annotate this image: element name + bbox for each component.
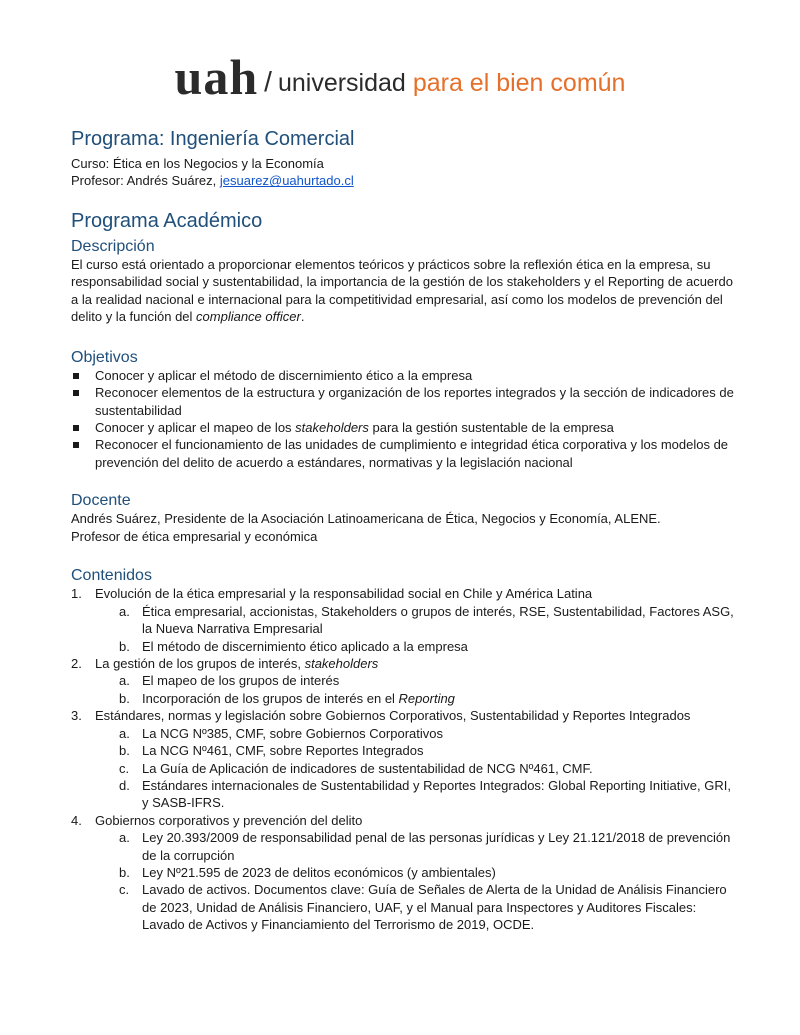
professor-email-link[interactable]: jesuarez@uahurtado.cl — [219, 173, 354, 189]
logo-tagline-university: universidad — [277, 69, 406, 97]
academic-program-title: Programa Académico — [71, 209, 263, 232]
unit-number: 4. — [71, 812, 82, 828]
content-subitem — [95, 725, 741, 742]
objective-text-emphasis: stakeholders — [295, 420, 369, 436]
unit-title: La gestión de los grupos de interés, — [95, 656, 305, 672]
subitem-letter: d. — [119, 777, 130, 793]
subitem-text: Ley Nº21.595 de 2023 de delitos económicos (y ambientales) — [142, 864, 496, 880]
logo-mark: uah — [174, 49, 259, 105]
objective-item — [71, 367, 741, 384]
objective-item — [71, 384, 741, 419]
subitem-letter: b. — [119, 743, 130, 759]
description-text-main: El curso está orientado a proporcionar elementos teóricos y prácticos sobre la reflexión ética en la empresa, su responsabilidad social y sustentabilidad, la importancia de la gestión de los stakeholders y el Reporting de acuerdo a la realidad nacional e internacional para la competitividad empresarial, así como los modelos de prevención del delito y la función del — [71, 257, 733, 325]
objectives-heading: Objetivos — [71, 348, 138, 366]
description-heading: Descripción — [71, 237, 155, 255]
content-subitem — [95, 864, 741, 881]
bullet-square-icon — [73, 425, 79, 431]
content-unit — [71, 655, 741, 707]
uah-logo — [0, 49, 800, 105]
content-subitem — [95, 672, 741, 689]
subitem-text: Lavado de activos. Documentos clave: Guía de Señales de Alerta de la Unidad de Análisis Financiero de 2023, Unidad de Análisis Financiero, UAF, y el Manual para Inspectores y Auditores Fiscales: Lavado de Activos y Financiamiento del Terrorismo de 2019, OCDE. — [142, 882, 727, 933]
course-line: Curso: Ética en los Negocios y la Economía — [71, 156, 324, 171]
professor-label: Profesor: Andrés Suárez, — [71, 173, 220, 189]
subitem-text: Incorporación de los grupos de interés en el — [142, 690, 399, 706]
unit-title: Gobiernos corporativos y prevención del delito — [95, 812, 363, 828]
content-unit — [71, 707, 741, 811]
description-text-emphasis: compliance officer — [196, 309, 301, 325]
content-unit — [71, 812, 741, 934]
content-subitem — [95, 638, 741, 655]
content-subitem — [95, 690, 741, 707]
content-unit — [71, 585, 741, 655]
subitem-letter: a. — [119, 673, 130, 689]
contents-list — [71, 585, 741, 933]
unit-subitems — [95, 829, 741, 933]
unit-title: Evolución de la ética empresarial y la responsabilidad social en Chile y América Latina — [95, 586, 593, 602]
subitem-text: Ética empresarial, accionistas, Stakeholders o grupos de interés, RSE, Sustentabilidad, Factores ASG, la Nueva Narrativa Empresarial — [142, 603, 734, 637]
description-text — [71, 256, 741, 326]
subitem-letter: c. — [119, 760, 130, 776]
teacher-line-1: Andrés Suárez, Presidente de la Asociación Latinoamericana de Ética, Negocios y Economía, ALENE. — [71, 511, 661, 527]
subitem-text: La Guía de Aplicación de indicadores de sustentabilidad de NCG Nº461, CMF. — [142, 760, 593, 776]
logo-slash: / — [264, 66, 272, 97]
unit-title-emphasis: stakeholders — [304, 656, 379, 672]
unit-number: 3. — [71, 708, 82, 724]
professor-line — [71, 172, 741, 189]
description-text-end: . — [300, 309, 305, 325]
subitem-text: Ley 20.393/2009 de responsabilidad penal de las personas jurídicas y Ley 21.121/2018 de prevención de la corrupción — [142, 830, 731, 863]
content-subitem — [95, 742, 741, 759]
objectives-list — [71, 367, 741, 471]
contents-heading: Contenidos — [71, 567, 152, 585]
content-subitem — [95, 603, 741, 638]
subitem-letter: a. — [119, 603, 130, 619]
objective-text: Reconocer elementos de la estructura y organización de los reportes integrados y la sección de indicadores de sustentabilidad — [95, 385, 734, 418]
unit-number: 2. — [71, 656, 82, 672]
objective-text: Reconocer el funcionamiento de las unidades de cumplimiento e integridad ética corporativa y los modelos de prevención del delito de acuerdo a estándares, normativas y la legislación nacional — [95, 437, 729, 470]
document-body — [71, 127, 741, 934]
content-subitem — [95, 760, 741, 777]
subitem-letter: b. — [119, 638, 130, 654]
bullet-square-icon — [73, 390, 79, 396]
subitem-letter: b. — [119, 864, 130, 880]
bullet-square-icon — [73, 373, 79, 379]
unit-subitems — [95, 603, 741, 655]
program-title: Programa: Ingeniería Comercial — [71, 128, 355, 150]
subitem-text: Estándares internacionales de Sustentabilidad y Reportes Integrados: Global Reporting Initiative, GRI, y SASB-IFRS. — [142, 777, 731, 811]
unit-title: Estándares, normas y legislación sobre Gobiernos Corporativos, Sustentabilidad y Reportes Integrados — [95, 708, 691, 724]
objective-text-end: para la gestión sustentable de la empresa — [368, 420, 614, 436]
subitem-text: El método de discernimiento ético aplicado a la empresa — [142, 638, 468, 654]
teacher-line-2: Profesor de ética empresarial y económica — [71, 528, 318, 544]
teacher-heading: Docente — [71, 492, 131, 510]
subitem-text-emphasis: Reporting — [398, 690, 455, 706]
bullet-square-icon — [73, 442, 79, 448]
objective-text: Conocer y aplicar el mapeo de los — [95, 420, 296, 436]
objective-text: Conocer y aplicar el método de discernimiento ético a la empresa — [95, 367, 473, 383]
logo-tagline-common-good: para el bien común — [412, 69, 626, 97]
subitem-text: La NCG Nº461, CMF, sobre Reportes Integrados — [142, 743, 424, 759]
content-subitem — [95, 829, 741, 864]
subitem-letter: a. — [119, 725, 130, 741]
objective-item — [71, 419, 741, 436]
objective-item — [71, 436, 741, 471]
subitem-letter: b. — [119, 690, 130, 706]
content-subitem — [95, 881, 741, 933]
subitem-text: El mapeo de los grupos de interés — [142, 673, 340, 689]
unit-number: 1. — [71, 586, 82, 602]
content-subitem — [95, 777, 741, 812]
subitem-letter: c. — [119, 882, 130, 898]
subitem-text: La NCG Nº385, CMF, sobre Gobiernos Corporativos — [142, 725, 443, 741]
unit-subitems — [95, 725, 741, 812]
subitem-letter: a. — [119, 830, 130, 846]
unit-subitems — [95, 672, 741, 707]
